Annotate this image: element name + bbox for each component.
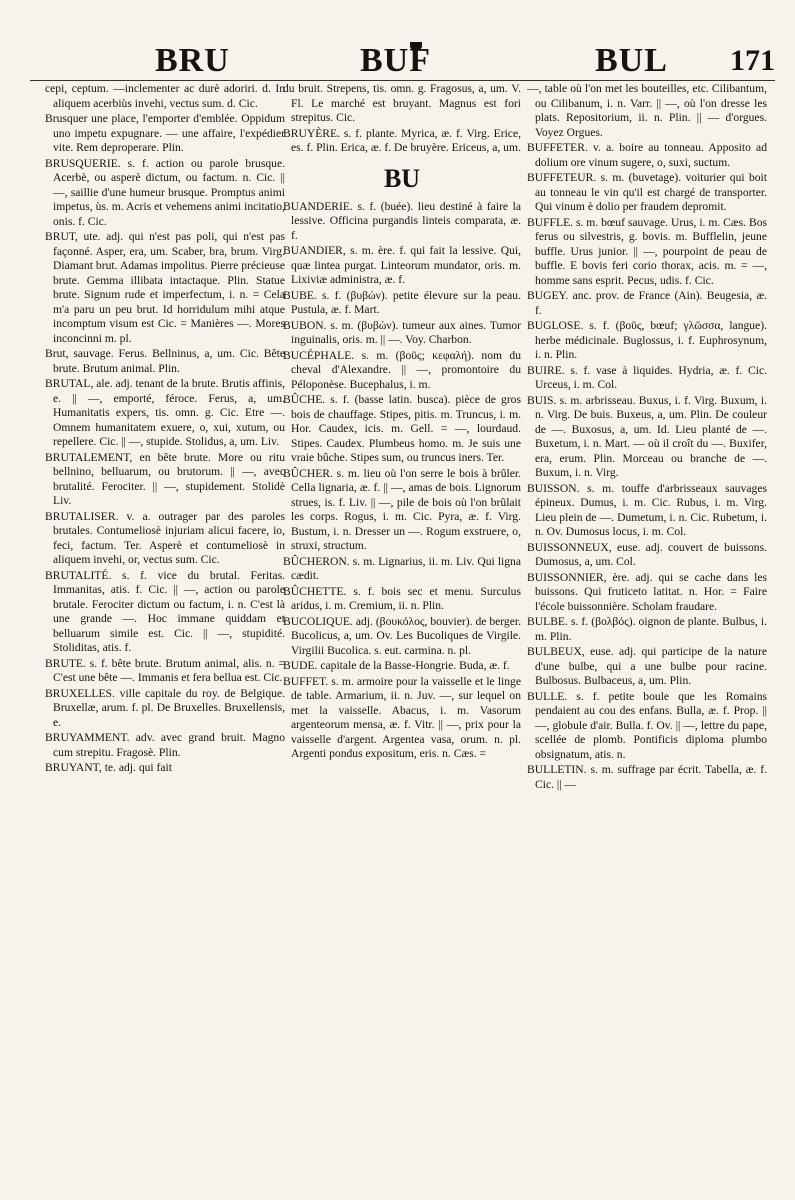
dictionary-entry: BUFFETEUR. s. m. (buvetage). voiturier qui boit au tonneau le vin qu'il est chargé de transporter. Qui vinum è dolio per fraudem depromit. (527, 171, 767, 213)
dictionary-entry: BÛCHERON. s. m. Lignarius, ii. m. Liv. Qui ligna cædit. (283, 554, 521, 582)
header-middle-guide-word: BUF (360, 42, 431, 79)
dictionary-entry: BULLE. s. f. petite boule que les Romains pendaient au cou des enfans. Bulla, æ. f. Prop. || —, globule d'air. Bulla. f. Ov. || —, lettre du pape, scellée de plomb. Pontificis diploma plumbo obsignatum, atis. n. (527, 689, 767, 761)
dictionary-entry: Brut, sauvage. Ferus. Bellninus, a, um. Cic. Bête brute. Brutum animal. Plin. (45, 347, 285, 375)
dictionary-entry: BUISSONNIER, ère. adj. qui se cache dans les buissons. Qui fruticeto latitat. n. Hor. = Faire l'école buissonnière. Scholam fraudare. (527, 570, 767, 613)
dictionary-entry: du bruit. Strepens, tis. omn. g. Fragosus, a, um. V. Fl. Le marché est bruyant. Magnus est fori strepitus. Cic. (283, 82, 521, 124)
dictionary-entry: BULLETIN. s. m. suffrage par écrit. Tabella, æ. f. Cic. || — (527, 763, 767, 791)
dictionary-entry: BRUSQUERIE. s. f. action ou parole brusque. Acerbè, ou asperè dictum, ou factum. n. Cic. || —, saillie d'une humeur brusque. Promptus animi impetus, ùs. m. Acris et vehemens animi incitatio, onis. f. Cic. (45, 156, 285, 228)
dictionary-entry: BUIRE. s. f. vase à liquides. Hydria, æ. f. Cic. Urceus, i. m. Col. (527, 363, 767, 391)
dictionary-entry: BÛCHE. s. f. (basse latin. busca). pièce de gros bois de chauffage. Stipes, pitis. m. Truncus, i. m. Hor. Caudex, icis. m. Gell. = —, lourdaud. Stipes. Caudex. Plumbeus homo. m. Je suis une vraie bûche. Stipes sum, ou truncus iners. Ter. (283, 393, 521, 464)
dictionary-entry: BUANDERIE. s. f. (buée). lieu destiné à faire la lessive. Officina purgandis linteis comparata, æ. f. (283, 199, 521, 242)
column-1 (45, 82, 285, 1167)
column-2 (283, 82, 521, 1167)
dictionary-entry: BUANDIER, s. m. ère. f. qui fait la lessive. Qui, quæ lintea purgat. Linteorum mundator, oris. m. Lixiviæ administra, æ. f. (283, 244, 521, 286)
dictionary-entry: BRUTE. s. f. bête brute. Brutum animal, alis. n. = C'est une bête —. Immanis et fera bellua est. Cic. (45, 656, 285, 684)
dictionary-entry: BÛCHER. s. m. lieu où l'on serre le bois à brûler. Cella lignaria, æ. f. || —, amas de bois. Lignorum strues, is. f. Liv. || —, pile de bois où l'on brûlait les corps. Rogus, i. m. Cic. Pyra, æ. f. Virg. Bustum, i. n. Dresser un —. Rogum exstruere, o, struxi, structum. (283, 466, 521, 552)
dictionary-entry: BUFFLE. s. m. bœuf sauvage. Urus, i. m. Cæs. Bos ferus ou silvestris, g. bovis. m. Bufflelin, jeune buffle. Urus junior. || —, pourpoint de peau de buffle. E bovis feri corio thorax, acis. m. = —, homme sans esprit. Pecus, udis. f. Cic. (527, 215, 767, 287)
dictionary-entry: BUFFET. s. m. armoire pour la vaisselle et le linge de table. Armarium, ii. n. Juv. —, sur lequel on met la vaisselle. Abacus, i. m. Vasorum argenteorum mensa, æ. f. Vitr. || —, prix pour la vaisselle d'argent. Argentea vasa, orum. n. pl. Argenti pondus expositum, eris. n. Cæs. = (283, 674, 521, 760)
dictionary-entry: BRUYAMMENT. adv. avec grand bruit. Magno cum strepitu. Fragosè. Plin. (45, 731, 285, 759)
dictionary-entry: BUDE. capitale de la Basse-Hongrie. Buda, æ. f. (283, 659, 510, 672)
dictionary-entry: BUBE. s. f. (βυβών). petite élevure sur la peau. Pustula, æ. f. Mart. (283, 288, 521, 316)
dictionary-entry: BRUYANT, te. adj. qui fait (45, 761, 172, 774)
header-left-guide-word: BRU (155, 42, 230, 79)
dictionary-entry: BRUTALITÉ. s. f. vice du brutal. Feritas. Immanitas, atis. f. Cic. || —, action ou parole brutale. Ferociter dictum ou factum, i. n. C'est là une grande —. Hoc immane quiddam et belluarum simile est. Cic. || —, stupidité. Stoliditas, atis. f. (45, 568, 285, 654)
dictionary-entry: BULBEUX, euse. adj. qui participe de la nature d'une bulbe, qui a une bulbe pour racine. Bulbosus. Bulbaceus, a, um. Plin. (527, 645, 767, 687)
dictionary-entry: BRUYÈRE. s. f. plante. Myrica, æ. f. Virg. Erice, es. f. Plin. Erica, æ. f. De bruyère. Ericeus, a, um. (283, 126, 521, 154)
dictionary-entry: Brusquer une place, l'emporter d'emblée. Oppidum uno impetu expugnare. — une affaire, l'expédier vite. Rem deproperare. Plin. (45, 112, 285, 154)
page-number: 171 (730, 44, 775, 77)
running-header (30, 42, 775, 81)
dictionary-entry: BRUTAL, ale. adj. tenant de la brute. Brutis affinis, e. || —, emporté, féroce. Ferus, a, um. Humanitatis expers, tis. omn. g. Cic. Etre —. Omnem humanitatem exuere, o, xui, xutum, ou repellere. Cic. || —, stupide. Stolidus, a, um. Liv. (45, 377, 285, 448)
dictionary-entry: BRUTALISER. v. a. outrager par des paroles brutales. Contumeliosè injuriam alicui facere, io, feci, factum. Ter. Asperè et contumeliosè in aliquem invehi, or, vectus sum. Cic. (45, 509, 285, 566)
dictionary-entry: BUISSONNEUX, euse. adj. couvert de buissons. Dumosus, a, um. Col. (527, 540, 767, 568)
header-right-guide-word: BUL (595, 42, 668, 79)
dictionary-entry: BUCOLIQUE. adj. (βουκόλος, bouvier). de berger. Bucolicus, a, um. Ov. Les Bucoliques de Virgile. Virgilii Bucolica. s. eut. carmina. n. pl. (283, 614, 521, 657)
dictionary-entry: BRUTALEMENT, en bête brute. More ou ritu bellnino, belluarum, ou brutorum. || —, avec brutalité. Ferociter. || —, stupidement. Stolidè Liv. (45, 450, 285, 507)
dictionary-entry: BRUXELLES. ville capitale du roy. de Belgique. Bruxellæ, arum. f. pl. De Bruxelles. Bruxellensis, e. (45, 686, 285, 729)
dictionary-entry: cepi, ceptum. —inclementer ac durè adoriri. d. In aliquem acerbiùs invehi, vectus sum. d. Cic. (45, 82, 285, 110)
dictionary-entry: BUGEY. anc. prov. de France (Ain). Beugesia, æ. f. (527, 289, 767, 317)
dictionary-entry: BÛCHETTE. s. f. bois sec et menu. Surculus aridus, i. m. Cremium, ii. n. Plin. (283, 584, 521, 612)
column-3 (527, 82, 767, 1167)
dictionary-entry: BUISSON. s. m. touffe d'arbrisseaux sauvages épineux. Dumus, i. m. Cic. Rubus, i. m. Virg. Lieu plein de —. Dumetum, i. n. Cic. Rubetum, i. n. Ov. Dumosus locus, i. m. Col. (527, 481, 767, 538)
dictionary-entry: BUFFETER. v. a. boire au tonneau. Apposito ad dolium ore vinum sugere, o, suxi, suctum. (527, 141, 767, 169)
dictionary-entry: BUIS. s. m. arbrisseau. Buxus, i. f. Virg. Buxum, i. n. Virg. De buis. Buxeus, a, um. Plin. De couleur de —. Buxosus, a, um. Id. Lieu planté de —. Buxetum, i. n. Mart. — où il croît du —. Buxifer, era, erum. Plin. Morceau ou branche de —. Buxum, i. n. Virg. (527, 393, 767, 479)
dictionary-entry: BRUT, ute. adj. qui n'est pas poli, qui n'est pas façonné. Asper, era, um. Scaber, bra, brum. Virg. Diamant brut. Adamas impolitus. Pierre précieuse brute. Gemma illibata intactaque. Plin. Statue brute. Signum rude et imperfectum, i. n. = Cela m'a paru un peu brut. Id horridulum mihi atque incomptum visum est Cic. = Manières —. Mores inconcinni m. pl. (45, 230, 285, 345)
dictionary-entry: BUGLOSE. s. f. (βοῦς, bœuf; γλῶσσα, langue). herbe médicinale. Buglossus, i. f. Euphrosynum, i. n. Plin. (527, 319, 767, 361)
dictionary-entry: BUBON. s. m. (βυβών). tumeur aux aines. Tumor inguinalis, oris. m. || —. Voy. Charbon. (283, 318, 521, 346)
section-heading: BU (383, 163, 421, 193)
dictionary-entry: BUCÉPHALE. s. m. (βοῦς; κεφαλή). nom du cheval d'Alexandre. || —, promontoire du Péloponèse. Bucephalus, i. m. (283, 348, 521, 391)
dictionary-entry: —, table où l'on met les bouteilles, etc. Cilibantum, ou Cilibanum, i. n. Varr. || —, où l'on dresse les plats. Repositorium, ii. n. Plin. || — d'orgues. Voyez Orgues. (527, 82, 767, 139)
dictionary-entry: BULBE. s. f. (βολβός). oignon de plante. Bulbus, i. m. Plin. (527, 615, 767, 643)
